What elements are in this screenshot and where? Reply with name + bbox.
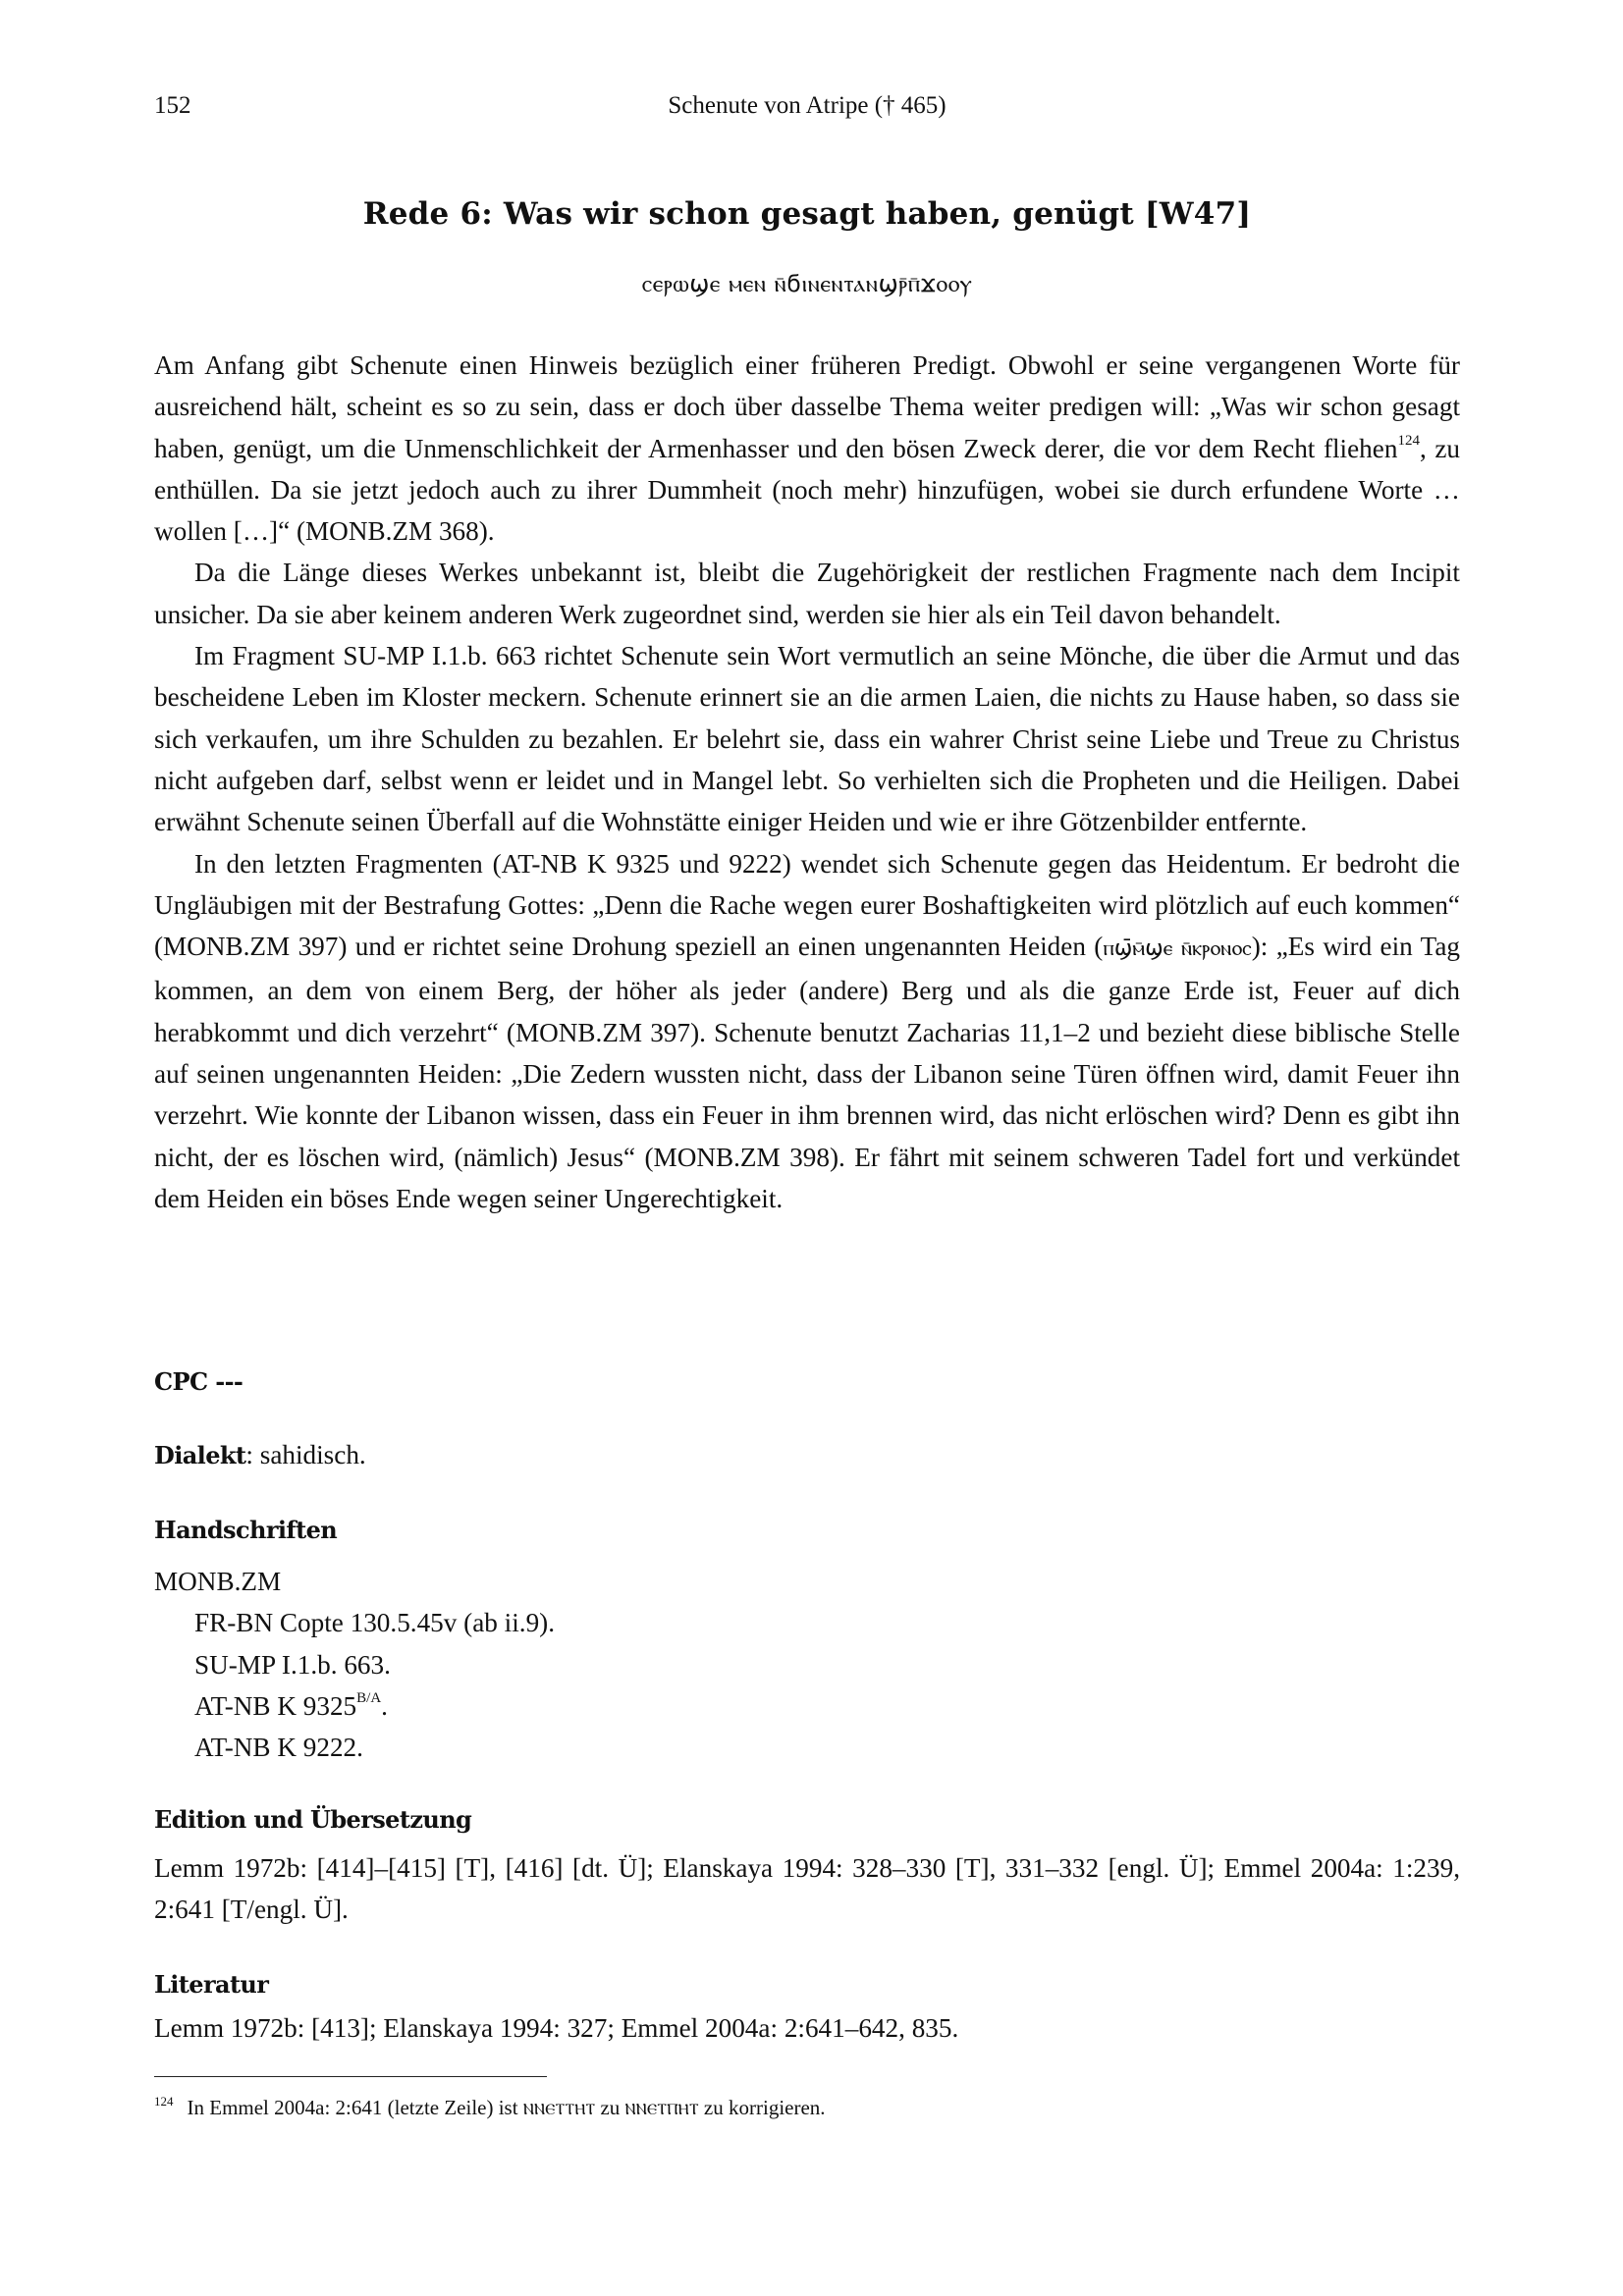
running-head <box>154 92 1460 128</box>
handschriften-list <box>154 1561 1460 1768</box>
paragraph-2: Da die Länge dieses Werkes unbekannt ist, bleibt die Zugehörigkeit der restlichen Fragmente nach dem Incipit unsicher. Da sie aber keinem anderen Werk zugeordnet sind, werden sie hier als ein Teil davon behandelt. <box>154 558 1460 629</box>
handschriften-heading: Handschriften <box>154 1516 338 1544</box>
paragraph-4: In den letzten Fragmenten (AT-NB K 9325 und 9222) wendet sich Schenute gegen das Heidentum. Er bedroht die Ungläubigen mit der Bestrafung Gottes: „Denn die Rache wegen eurer Boshaftigkeiten wird plötzlich auf euch kommen“ (MONB.ZM 397) und er richtet seine Drohung speziell an einen ungenannten Heiden (ⲡϣ̄ⲙ̄ϣⲉ ⲛ̄ⲕⲣⲟⲛⲟⲥ): „Es wird ein Tag kommen, an dem von einem Berg, der höher als jeder (andere) Berg und als die ganze Erde ist, Feuer auf dich herabkommt und dich verzehrt“ (MONB.ZM 397). Schenute benutzt Zacharias 11,1–2 und bezieht diese biblische Stelle auf seinen ungenannten Heiden: „Die Zedern wussten nicht, dass der Libanon seine Türen öffnen wird, damit Feuer ihn verzehrt. Wie konnte der Libanon wissen, dass ein Feuer in ihm brennen wird, das nicht erlöschen wird? Denn es gibt ihn nicht, der es löschen wird, (nämlich) Jesus“ (MONB.ZM 398). Er fährt mit seinem schweren Tadel fort und verkündet dem Heiden ein böses Ende wegen seiner Ungerechtigkeit. <box>154 848 1460 1213</box>
page-number: 152 <box>154 92 191 119</box>
manuscript-item: AT-NB K $9325^{B/A}$. <box>194 1689 388 1721</box>
footnote-number: 124 <box>154 2094 174 2109</box>
chapter-title: Rede 6: Was wir schon gesagt haben, genügt [W47] <box>362 196 1252 232</box>
paragraph-1: Am Anfang gibt Schenute einen Hinweis bezüglich einer früheren Predigt. Obwohl er seine vergangenen Worte für ausreichend hält, scheint es so zu sein, dass er doch über dasselbe Thema weiter predigen will: „Was wir schon gesagt haben, genügt, um die Unmenschlichkeit der Armenhasser und den bösen Zweck derer, die vor dem Recht fliehen$^{124}$, zu enthüllen. Da sie jetzt jedoch auch zu ihrer Dummheit (noch mehr) hinzufügen, wobei sie durch erfundene Worte … wollen […]“ (MONB.ZM 368). <box>154 350 1460 547</box>
footnote-divider <box>154 2076 547 2077</box>
manuscript-group: MONB.ZM <box>154 1567 282 1596</box>
dialekt-line <box>154 1440 1460 1470</box>
literatur-heading: Literatur <box>154 1970 269 1999</box>
manuscript-item: AT-NB K 9222. <box>194 1733 363 1763</box>
footnote-124: $^{124}$ In Emmel 2004a: 2:641 (letzte Zeile) ist ⲚⲚⲈⲦⲦⲎⲦ zu ⲚⲚⲈⲦⲠⲎⲦ zu korrigieren. <box>154 2094 826 2119</box>
coptic-incipit: ⲥⲉⲣⲱϣⲉ ⲙⲉⲛ ⲛ̄ϭⲓⲛⲉⲛⲧⲁⲛϣⲣ̄ⲡ̄ϫⲟⲟⲩ <box>641 270 973 297</box>
edition-text: Lemm 1972b: [414]–[415] [T], [416] [dt. Ü]; Elanskaya 1994: 328–330 [T], 331–332 [engl. Ü]; Emmel 2004a: 1:239, 2:641 [T/engl. Ü]. <box>154 1853 1460 1925</box>
running-title: Schenute von Atripe († 465) <box>668 92 947 119</box>
edition-heading: Edition und Übersetzung <box>154 1805 472 1834</box>
coptic-wrong-form: ⲚⲚⲈⲦⲦⲎⲦ <box>522 2100 596 2118</box>
body-text <box>154 345 1460 1219</box>
manuscript-item: SU-MP I.1.b. 663. <box>194 1649 391 1680</box>
dialekt-value: : sahidisch. <box>245 1440 366 1469</box>
coptic-phrase: ⲡϣ̄ⲙ̄ϣⲉ ⲛ̄ⲕⲣⲟⲛⲟⲥ <box>1103 936 1252 962</box>
paragraph-3: Im Fragment SU-MP I.1.b. 663 richtet Schenute sein Wort vermutlich an seine Mönche, die über die Armut und das bescheidene Leben im Kloster meckern. Schenute erinnert sie an die armen Laien, die nichts zu Hause haben, so dass sie sich verkaufen, um ihre Schulden zu bezahlen. Er belehrt sie, dass ein wahrer Christ seine Liebe und Treue zu Christus nicht aufgeben darf, selbst wenn er leidet und in Mangel lebt. So verhielten sich die Propheten und die Heiligen. Dabei erwähnt Schenute seinen Überfall auf die Wohnstätte einiger Heiden und wie er ihre Götzenbilder entfernte. <box>154 641 1460 837</box>
manuscript-siglum: B/A <box>356 1689 382 1706</box>
footnote-ref[interactable]: 124 <box>1397 432 1420 449</box>
manuscript-item: FR-BN Copte 130.5.45v (ab ii.9). <box>194 1608 556 1638</box>
dialekt-label: Dialekt <box>154 1441 246 1469</box>
coptic-correct-form: ⲚⲚⲈⲦⲠⲎⲦ <box>624 2100 699 2118</box>
literatur-text: Lemm 1972b: [413]; Elanskaya 1994: 327; Emmel 2004a: 2:641–642, 835. <box>154 2013 959 2043</box>
cpc-label: CPC --- <box>154 1367 243 1396</box>
cpc-line <box>154 1366 1460 1397</box>
